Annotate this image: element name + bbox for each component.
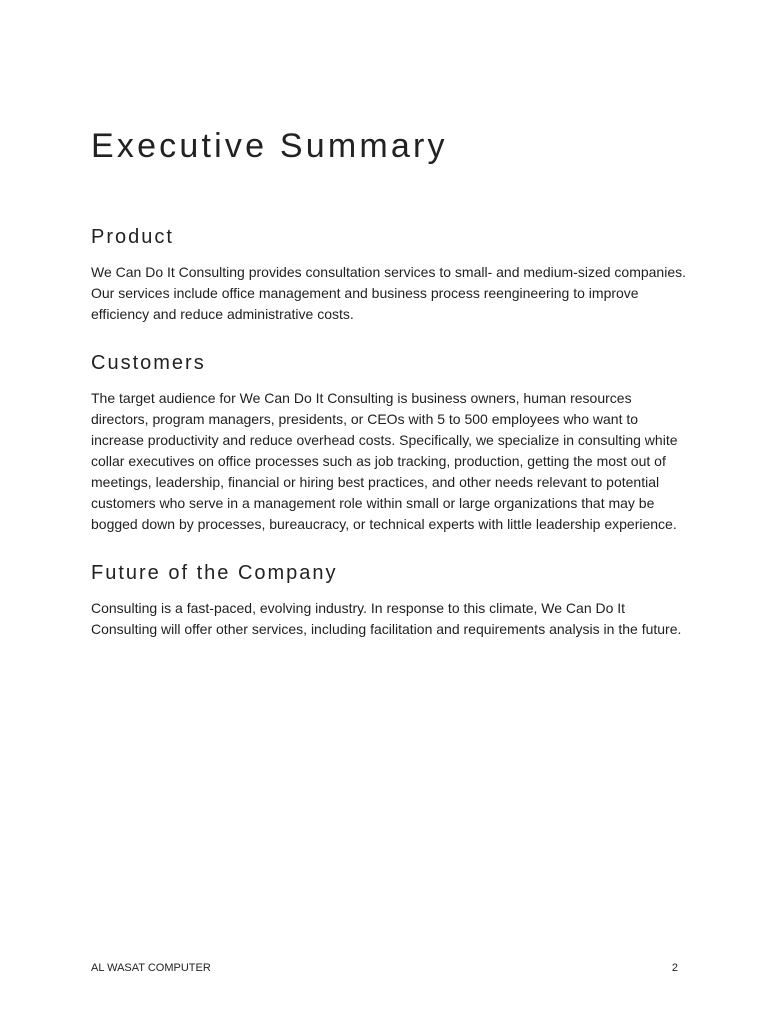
section-paragraph-product [91,262,691,325]
section-paragraph-customers [91,388,691,535]
footer-company-name: AL WASAT COMPUTER [91,962,211,974]
paragraph-line: The target audience for We Can Do It Consulting is business owners, human resources [91,390,632,406]
paragraph-line: increase productivity and reduce overhead costs. Specifically, we specialize in consulting white [91,432,678,448]
paragraph-line: Consulting is a fast-paced, evolving industry. In response to this climate, We Can Do It [91,600,626,616]
paragraph-line: Consulting will offer other services, including facilitation and requirements analysis in the future. [91,621,682,637]
paragraph-line: efficiency and reduce administrative costs. [91,306,354,322]
paragraph-line: collar executives on office processes such as job tracking, production, getting the most out of [91,453,666,469]
paragraph-line: bogged down by processes, bureaucracy, or technical experts with little leadership experience. [91,516,677,532]
paragraph-line: meetings, leadership, financial or hiring best practices, and other needs relevant to potential [91,474,660,490]
section-paragraph-future [91,598,691,640]
page-title: Executive Summary [91,127,448,165]
paragraph-line: customers who serve in a management role within small or large organizations that may be [91,495,655,511]
paragraph-line: directors, program managers, presidents, or CEOs with 5 to 500 employees who want to [91,411,639,427]
footer-page-number: 2 [671,962,678,974]
paragraph-line: Our services include office management and business process reengineering to improve [91,285,639,301]
section-heading-future: Future of the Company [91,562,338,584]
section-heading-customers: Customers [91,352,206,374]
section-heading-product: Product [91,226,174,248]
paragraph-line: We Can Do It Consulting provides consultation services to small- and medium-sized companies. [91,264,687,280]
